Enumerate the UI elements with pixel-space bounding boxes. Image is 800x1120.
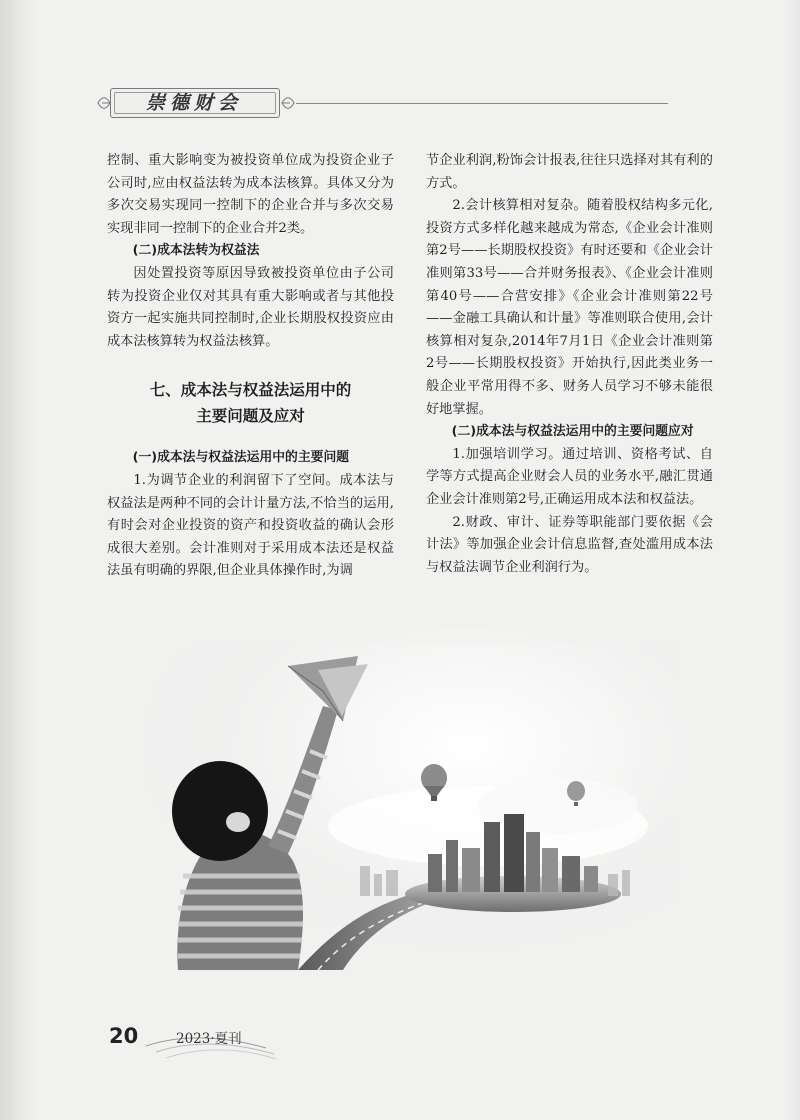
illustration-child-paper-plane-city [128,626,676,970]
paragraph: 1.加强培训学习。通过培训、资格考试、自学等方式提高企业财会人员的业务水平,融汇贯通企业会计准则第2号,正确运用成本法和权益法。 [426,446,713,507]
illustration-graphic [128,626,676,970]
issue-label: 2023·夏刊 [176,1031,242,1047]
section-title-line: 主要问题及应对 [196,407,305,426]
subheading: (二)成本法转为权益法 [132,243,260,259]
paragraph: 控制、重大影响变为被投资单位成为投资企业子公司时,应由权益法转为成本法核算。具体又分为多次交易实现同一控制下的企业合并与多次交易实现非同一控制下的企业合并2类。 [107,153,394,236]
page-number: 20 [109,1024,139,1048]
paragraph: 节企业利润,粉饰会计报表,往往只选择对其有利的方式。 [426,153,713,191]
section-title-line: 七、成本法与权益法运用中的 [149,381,352,400]
subheading: (一)成本法与权益法运用中的主要问题 [132,450,350,466]
masthead [96,86,296,120]
page-edge-shadow [786,0,800,1120]
section-title [107,377,394,429]
paragraph: 2.会计核算相对复杂。随着股权结构多元化,投资方式多样化越来越成为常态,《企业会计准则第2号——长期股权投资》有时还要和《企业会计准则第33号——合并财务报表》、《企业会计准则第40号——合营安排》《企业会计准则第22号——金融工具确认和计量》等准则联合使用,会计核算相对复杂,2014年7月1日《企业会计准则第2号——长期股权投资》开始执行,因此类业务一般企业平常用得不多、财务人员学习不够未能很好地掌握。 [426,198,713,417]
page-gutter-shadow [0,0,38,1120]
subheading: (二)成本法与权益法运用中的主要问题应对 [451,424,694,440]
right-column [426,150,713,579]
masthead-title: 崇德财会 [145,92,242,114]
paragraph: 1.为调节企业的利润留下了空间。成本法与权益法是两种不同的会计计量方法,不恰当的运用,有时会对企业投资的资产和投资收益的确认会形成很大差别。会计准则对于采用成本法还是权益法虽有明确的界限,但企业具体操作时,为调 [107,472,394,579]
left-column [107,150,394,583]
paragraph: 因处置投资等原因导致被投资单位由子公司转为投资企业仅对其具有重大影响或者与其他投资方一起实施共同控制时,企业长期股权投资应由成本法核算转为权益法核算。 [107,265,394,349]
masthead-rule [296,103,668,104]
paragraph: 2.财政、审计、证券等职能部门要依据《会计法》等加强企业会计信息监督,查处滥用成本法与权益法调节企业利润行为。 [426,514,713,575]
